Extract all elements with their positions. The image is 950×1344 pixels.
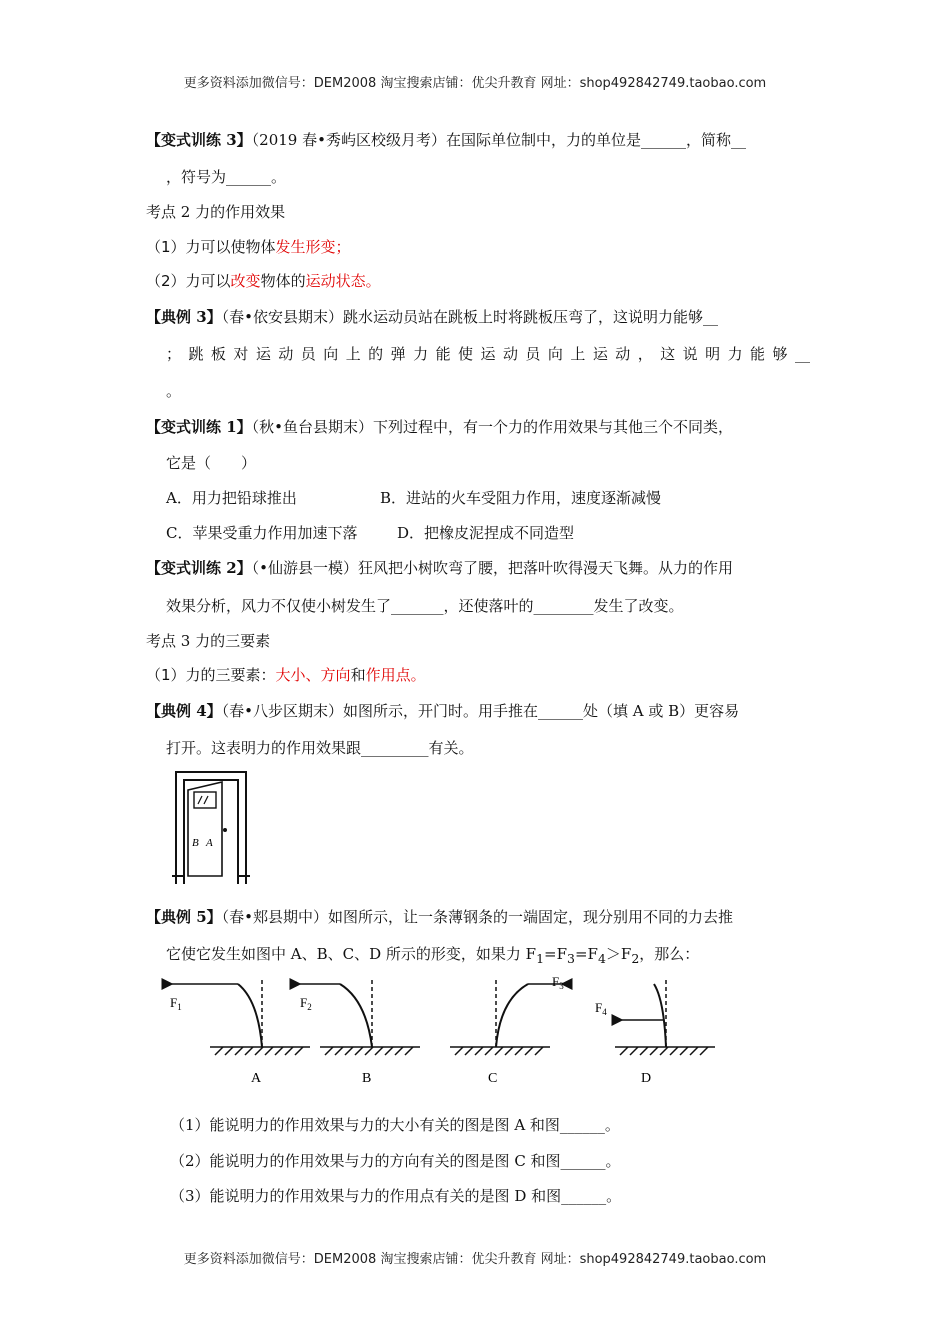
variant-1-option-d: D．把橡皮泥捏成不同造型 [397, 524, 575, 542]
example-5-line1: 【典例 5】（春•郏县期中）如图所示，让一条薄钢条的一端固定，现分别用不同的力去推 [146, 908, 734, 926]
variant-3-tag: 【变式训练 3】 [146, 131, 252, 149]
variant-2-line2: 效果分析，风力不仅使小树发生了_______，还使落叶的________发生了改变。 [166, 597, 684, 615]
example-4-line2: 打开。这表明力的作用效果跟_________有关。 [166, 739, 474, 757]
variant-3-line2: ，符号为______。 [166, 168, 287, 186]
example-3-line3: 。 [166, 382, 182, 400]
example-5-question-3: （3）能说明力的作用效果与力的作用点有关的是图 D 和图______。 [170, 1187, 622, 1205]
force-label-d: $F_4$ [595, 1000, 607, 1017]
variant-1-option-a: A．用力把铅球推出 [166, 489, 297, 507]
example-5-question-2: （2）能说明力的作用效果与力的方向有关的图是图 C 和图______。 [170, 1152, 621, 1170]
force-label-b: $F_2$ [300, 995, 312, 1012]
example-3-line1: 【典例 3】（春•依安县期末）跳水运动员站在跳板上时将跳板压弯了，这说明力能够__ [146, 308, 719, 326]
variant-2-tag: 【变式训练 2】 [146, 559, 252, 577]
figure-label-c: C [488, 1071, 498, 1086]
figure-label-b: B [362, 1071, 372, 1086]
steel-strip-figure [160, 970, 730, 1095]
door-label-b: B [192, 837, 199, 849]
example-3-line2: ；跳板对运动员向上的弹力能使运动员向上运动，这说明力能够__ [166, 345, 810, 363]
variant-3-line1: 【变式训练 3】（2019 春•秀屿区校级月考）在国际单位制中，力的单位是______，简称__ [146, 131, 746, 149]
example-4-tag: 【典例 4】 [146, 702, 222, 720]
door-label-a: A [206, 837, 213, 849]
example-5-question-1: （1）能说明力的作用效果与力的大小有关的图是图 A 和图______。 [170, 1116, 620, 1134]
force-label-a: $F_1$ [170, 995, 182, 1012]
variant-1-tag: 【变式训练 1】 [146, 418, 252, 436]
kp2-point1: （1）力可以使物体发生形变； [146, 238, 351, 256]
page-footer: 更多资料添加微信号：DEM2008 淘宝搜索店铺：优尖升教育 网址：shop492842749.taobao.com [183, 1252, 767, 1267]
kp3-title: 考点 3 力的三要素 [146, 632, 271, 650]
page-header: 更多资料添加微信号：DEM2008 淘宝搜索店铺：优尖升教育 网址：shop492842749.taobao.com [183, 76, 767, 91]
figure-label-d: D [641, 1071, 652, 1086]
example-5-tag: 【典例 5】 [146, 908, 222, 926]
variant-1-line1: 【变式训练 1】（秋•鱼台县期末）下列过程中，有一个力的作用效果与其他三个不同类， [146, 418, 734, 436]
example-5-line2: 它使它发生如图中 A、B、C、D 所示的形变，如果力 $F_1=F_3=F_4>F_2$，那么： [166, 945, 700, 966]
figure-label-a: A [251, 1071, 262, 1086]
variant-2-line1: 【变式训练 2】（•仙游县一模）狂风把小树吹弯了腰，把落叶吹得漫天飞舞。从力的作用 [146, 559, 734, 577]
door-figure [168, 766, 252, 886]
variant-1-line2: 它是（ ） [166, 454, 257, 472]
variant-1-option-b: B．进站的火车受阻力作用，速度逐渐减慢 [380, 489, 662, 507]
kp2-point2: （2）力可以改变物体的运动状态。 [146, 272, 381, 290]
example-4-line1: 【典例 4】（春•八步区期末）如图所示，开门时。用手推在______处（填 A 或 B）更容易 [146, 702, 740, 720]
force-label-c: $F_3$ [552, 974, 564, 991]
variant-1-option-c: C．苹果受重力作用加速下落 [166, 524, 358, 542]
kp3-point1: （1）力的三要素：大小、方向和作用点。 [146, 666, 426, 684]
kp2-title: 考点 2 力的作用效果 [146, 203, 286, 221]
example-3-tag: 【典例 3】 [146, 308, 222, 326]
